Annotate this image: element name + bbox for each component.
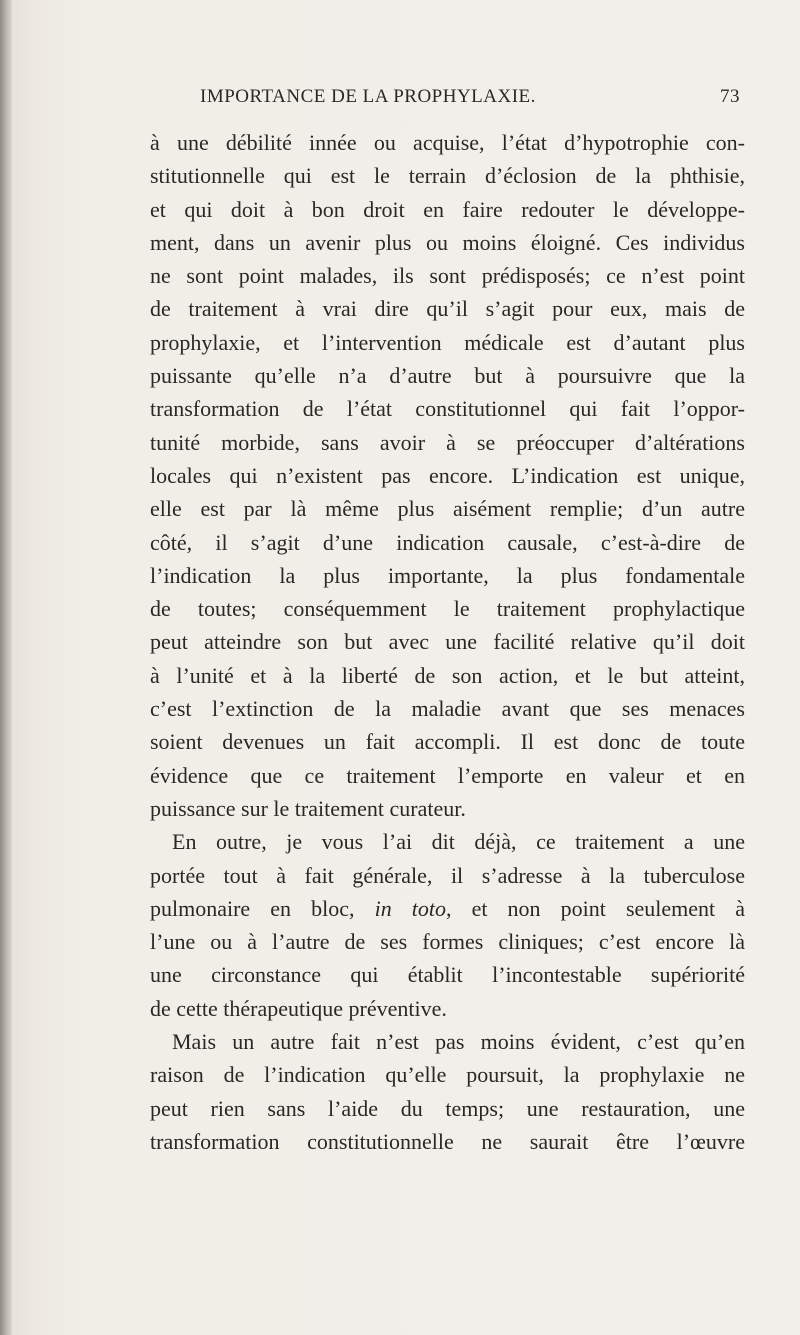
text-line: transformation de l’état constitutionnel qui fait l’oppor- — [150, 396, 745, 422]
text-line: à une débilité innée ou acquise, l’état d’hypotrophie con- — [150, 130, 745, 155]
text-line: stitutionnelle qui est le terrain d’éclosion de la phthisie, — [150, 163, 745, 189]
text-line: En outre, je vous l’ai dit déjà, ce traitement a une — [172, 829, 745, 855]
text-segment: pulmonaire en bloc, — [150, 895, 375, 921]
italic-phrase: in toto — [374, 895, 447, 921]
text-line: puissante qu’elle n’a d’autre but à poursuivre que la — [150, 363, 745, 389]
text-line: de cette thérapeutique préventive. — [150, 995, 447, 1021]
text-line: côté, il s’agit d’une indication causale, c’est-à-dire de — [150, 529, 745, 555]
text-line: portée tout à fait générale, il s’adresse à la tuberculose — [150, 862, 745, 888]
body-text — [150, 126, 745, 1158]
text-line: soient devenues un fait accompli. Il est donc de toute — [150, 729, 745, 755]
text-line: elle est par là même plus aisément remplie; d’un autre — [150, 496, 745, 522]
text-line: une circonstance qui établit l’incontestable supériorité — [150, 962, 745, 988]
text-line: évidence que ce traitement l’emporte en valeur et en — [150, 762, 745, 788]
text-line: tunité morbide, sans avoir à se préoccuper d’altérations — [150, 429, 745, 455]
text-line: c’est l’extinction de la maladie avant que ses menaces — [150, 696, 745, 722]
text-line: raison de l’indication qu’elle poursuit, la prophylaxie ne — [150, 1062, 745, 1088]
book-spine-shadow — [0, 0, 12, 1335]
text-line: ment, dans un avenir plus ou moins éloigné. Ces individus — [150, 229, 745, 255]
text-line: et qui doit à bon droit en faire redouter le développe- — [150, 196, 745, 222]
page-number: 73 — [720, 86, 740, 107]
text-line: transformation constitutionnelle ne saurait être l’œuvre — [150, 1128, 745, 1154]
text-line: peut rien sans l’aide du temps; une restauration, une — [150, 1095, 745, 1121]
page-header — [200, 86, 740, 110]
text-line: à l’unité et à la liberté de son action, et le but atteint, — [150, 662, 745, 688]
text-line-with-italic — [150, 892, 745, 925]
text-line: peut atteindre son but avec une facilité relative qu’il doit — [150, 629, 745, 655]
text-line: locales qui n’existent pas encore. L’indication est unique, — [150, 462, 745, 488]
text-segment: , et non point seulement à — [446, 895, 745, 921]
running-title: IMPORTANCE DE LA PROPHYLAXIE. — [200, 86, 536, 107]
text-line: de traitement à vrai dire qu’il s’agit pour eux, mais de — [150, 296, 745, 322]
text-line: Mais un autre fait n’est pas moins évident, c’est qu’en — [172, 1029, 745, 1055]
text-line: prophylaxie, et l’intervention médicale est d’autant plus — [150, 329, 745, 355]
text-line: puissance sur le traitement curateur. — [150, 795, 466, 821]
text-line: l’indication la plus importante, la plus fondamentale — [150, 562, 745, 588]
text-line: de toutes; conséquemment le traitement prophylactique — [150, 596, 745, 622]
text-line: ne sont point malades, ils sont prédisposés; ce n’est point — [150, 263, 745, 289]
text-line: l’une ou à l’autre de ses formes cliniques; c’est encore là — [150, 929, 745, 955]
